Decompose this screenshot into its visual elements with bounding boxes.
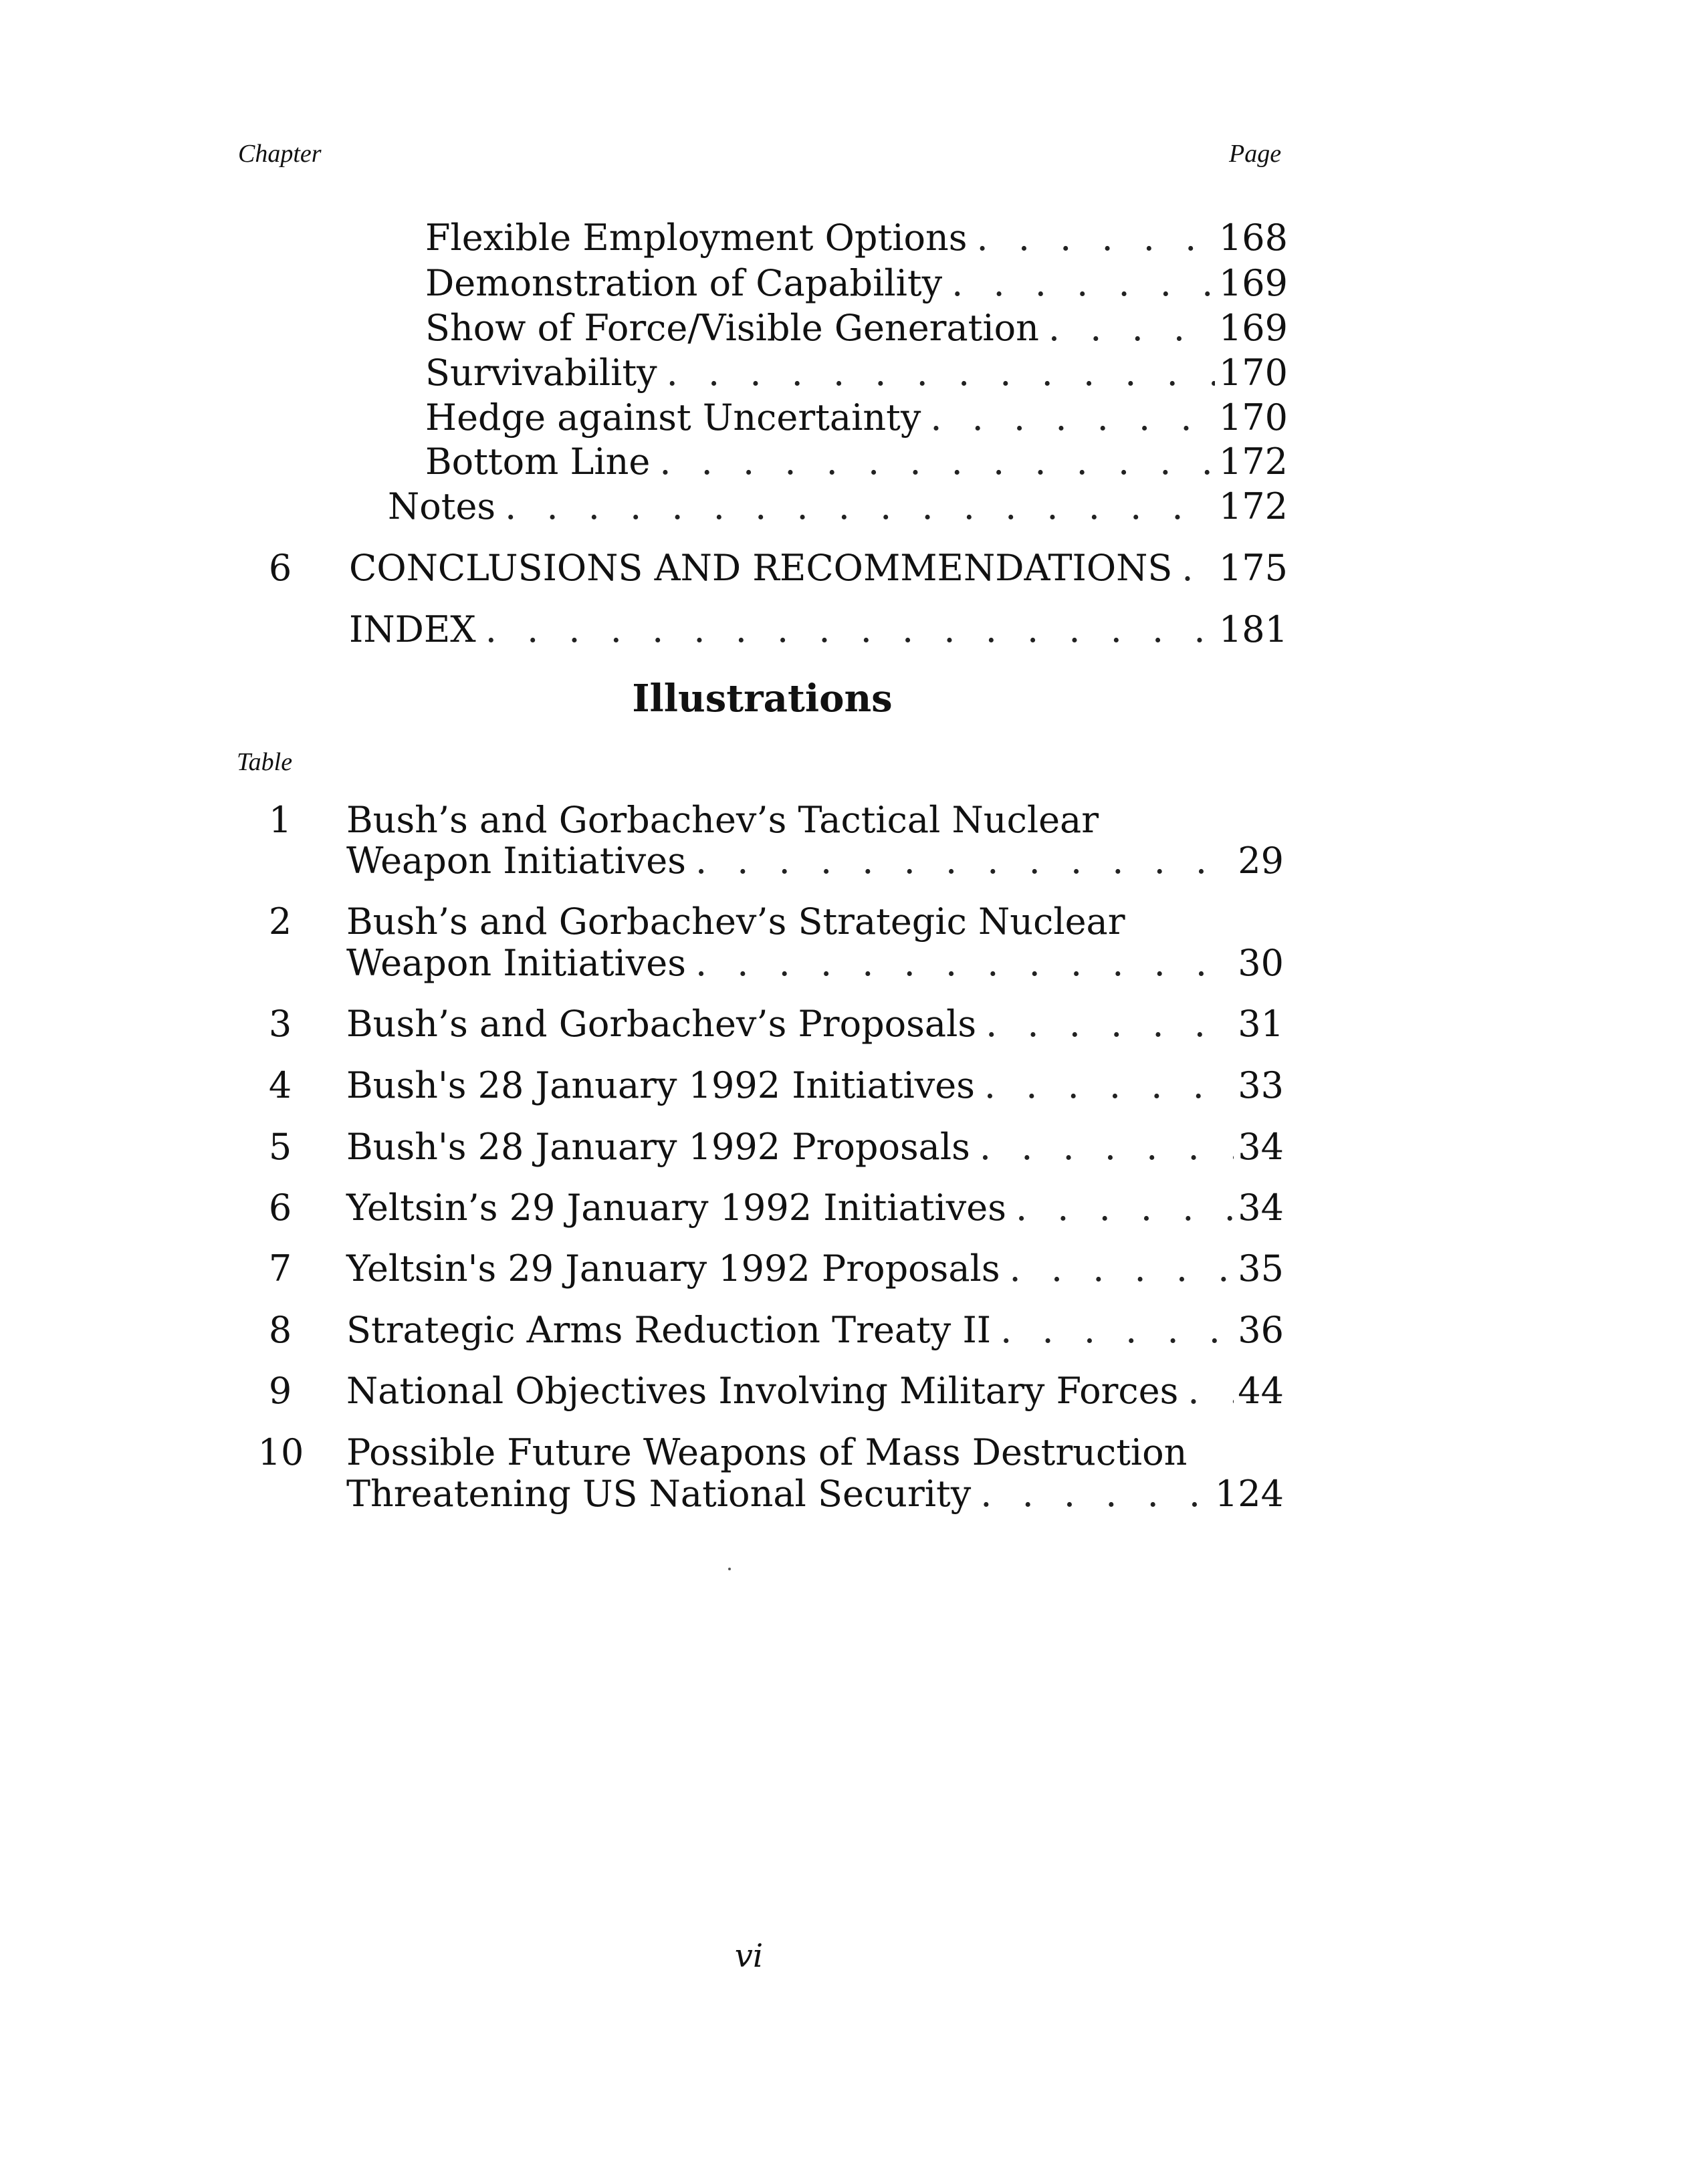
toc-entry-title: Notes [388, 485, 496, 527]
table-title: Strategic Arms Reduction Treaty II [346, 1309, 992, 1351]
table-number: 3 [268, 1003, 292, 1045]
table-number: 9 [268, 1370, 292, 1412]
leader-dots [984, 1064, 1234, 1107]
table-number: 8 [268, 1309, 292, 1351]
leader-dots [505, 485, 1215, 528]
table-page: 44 [1238, 1370, 1284, 1412]
toc-entry-title: Demonstration of Capability [425, 262, 943, 304]
table-number: 7 [268, 1247, 292, 1290]
table-entry [346, 942, 1284, 985]
table-entry [346, 1064, 1284, 1107]
leader-dots [485, 608, 1215, 651]
leader-dots [1010, 1247, 1234, 1290]
toc-entry-title: Show of Force/Visible Generation [425, 307, 1039, 349]
table-page: 124 [1214, 1473, 1284, 1515]
table-title-line: Possible Future Weapons of Mass Destruction [346, 1431, 1188, 1473]
table-page: 30 [1238, 942, 1284, 984]
toc-entry-title: Bottom Line [425, 441, 651, 483]
table-page: 34 [1238, 1187, 1284, 1229]
table-title: Bush’s and Gorbachev’s Proposals [346, 1003, 977, 1045]
toc-entry-title: Flexible Employment Options [425, 217, 968, 259]
table-entry [346, 1370, 1284, 1413]
table-page: 31 [1238, 1003, 1284, 1045]
table-title: Bush's 28 January 1992 Proposals [346, 1126, 970, 1168]
chapter-column-label: Chapter [238, 140, 322, 168]
table-title: Bush's 28 January 1992 Initiatives [346, 1064, 975, 1106]
table-number: 2 [268, 900, 292, 943]
page-column-label: Page [1229, 140, 1282, 168]
leader-dots [1188, 1370, 1234, 1413]
illustrations-heading: Illustrations [632, 677, 893, 721]
toc-entry [425, 441, 1288, 483]
table-title: Weapon Initiatives [346, 942, 686, 984]
toc-entry-page: 169 [1218, 262, 1288, 304]
toc-entry [425, 217, 1288, 259]
table-entry [346, 1003, 1284, 1046]
toc-entry-title: Survivability [425, 352, 657, 394]
table-title: National Objectives Involving Military Forces [346, 1370, 1179, 1412]
table-title-line: Bush’s and Gorbachev’s Tactical Nuclear [346, 799, 1099, 841]
leader-dots [976, 217, 1214, 259]
leader-dots [695, 942, 1234, 985]
toc-entry-page: 169 [1218, 307, 1288, 349]
leader-dots [667, 352, 1215, 394]
table-page: 33 [1238, 1064, 1284, 1106]
toc-entry-page: 175 [1218, 547, 1288, 589]
table-column-label: Table [237, 748, 293, 776]
toc-entry [425, 352, 1288, 394]
toc-entry-title: Hedge against Uncertainty [425, 396, 921, 439]
table-number: 6 [268, 1187, 292, 1229]
toc-entry-title: INDEX [349, 608, 476, 650]
table-page: 36 [1238, 1309, 1284, 1351]
toc-entry-chapter [349, 547, 1288, 590]
leader-dots [980, 1126, 1234, 1169]
toc-entry-page: 170 [1218, 396, 1288, 439]
toc-entry-page: 170 [1218, 352, 1288, 394]
toc-entry-notes [388, 485, 1288, 528]
table-number: 4 [268, 1064, 292, 1106]
table-number: 5 [268, 1126, 292, 1168]
table-page: 29 [1238, 840, 1284, 882]
table-title-line: Bush’s and Gorbachev’s Strategic Nuclear [346, 900, 1125, 943]
leader-dots [695, 840, 1234, 882]
table-entry [346, 840, 1284, 882]
leader-dots [659, 441, 1215, 483]
leader-dots [1016, 1187, 1234, 1229]
leader-dots [930, 396, 1215, 439]
leader-dots [951, 262, 1215, 305]
table-entry [346, 1473, 1284, 1515]
toc-entry-index [349, 608, 1288, 651]
table-number: 1 [268, 799, 292, 841]
table-page: 35 [1238, 1247, 1284, 1290]
table-title: Weapon Initiatives [346, 840, 686, 882]
toc-entry [425, 396, 1288, 439]
toc-entry [425, 262, 1288, 305]
toc-entry-title: CONCLUSIONS AND RECOMMENDATIONS [349, 547, 1173, 589]
leader-dots [1000, 1309, 1234, 1352]
table-entry [346, 1247, 1284, 1290]
table-title: Yeltsin's 29 January 1992 Proposals [346, 1247, 1000, 1290]
toc-entry-page: 172 [1218, 485, 1288, 527]
table-entry [346, 1309, 1284, 1352]
toc-entry [425, 307, 1288, 350]
toc-entry-page: 172 [1218, 441, 1288, 483]
table-page: 34 [1238, 1126, 1284, 1168]
table-title: Threatening US National Security [346, 1473, 972, 1515]
toc-entry-page: 168 [1218, 217, 1288, 259]
toc-entry-page: 181 [1218, 608, 1288, 650]
table-number: 10 [257, 1431, 304, 1473]
table-entry [346, 1187, 1284, 1229]
leader-dots [1048, 307, 1215, 350]
leader-dots [980, 1473, 1211, 1515]
scan-speck [728, 1568, 731, 1570]
leader-dots [1182, 547, 1215, 590]
table-title: Yeltsin’s 29 January 1992 Initiatives [346, 1187, 1006, 1229]
leader-dots [986, 1003, 1234, 1046]
table-entry [346, 1126, 1284, 1169]
page-folio: vi [734, 1937, 764, 1975]
chapter-number: 6 [268, 547, 292, 589]
